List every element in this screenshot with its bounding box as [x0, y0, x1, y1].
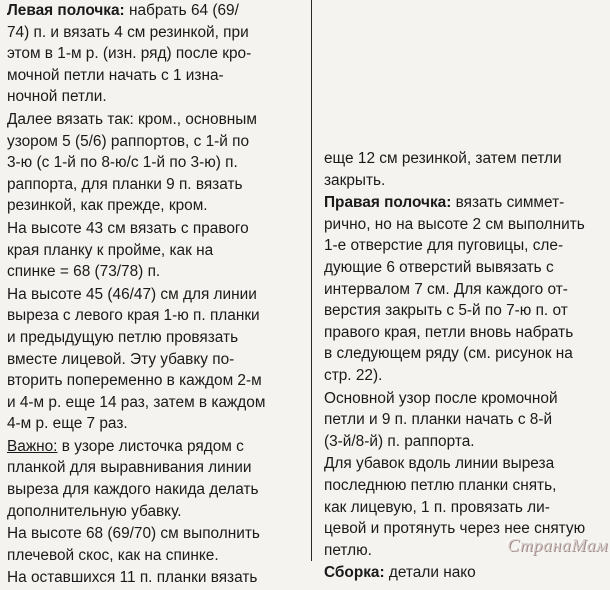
text-line: планкой для выравнивания линии — [7, 459, 252, 477]
text-line: в следующем ряду (см. рисунок на — [324, 345, 573, 363]
text-line: ночной петли. — [7, 88, 107, 106]
paragraph-main-pattern — [324, 388, 606, 453]
text-line: стр. 22). — [324, 366, 383, 384]
text-line: петлю. — [324, 541, 372, 559]
section-title: Левая полочка: — [7, 2, 125, 19]
text-line: правого края, петли вновь набрать — [324, 323, 574, 341]
text-line: На оставшихся 11 п. планки вязать — [7, 569, 258, 587]
text-line: как лицевую, 1 п. провязать ли- — [324, 498, 550, 516]
paragraph-shoulder — [7, 523, 297, 566]
paragraph-left-front — [7, 0, 297, 108]
text-line: дополнительную убавку. — [7, 502, 182, 520]
text-line — [324, 562, 606, 584]
text-line: и 4-м р. еще 14 раз, затем в каждом — [7, 393, 266, 411]
text-line: плечевой скос, как на спинке. — [7, 546, 219, 564]
text-line: 4-м р. еще 7 раз. — [7, 415, 128, 433]
text-line: выреза с левого края 1-ю п. планки — [7, 307, 260, 325]
text-line: и предыдущую петлю провязать — [7, 328, 239, 346]
text-line: 1-е отверстие для пуговицы, сле- — [324, 237, 564, 255]
text-line: рично, но на высоте 2 см выполнить — [324, 215, 585, 233]
paragraph-right-front — [324, 192, 606, 386]
text-line: Для убавок вдоль линии выреза — [324, 455, 555, 473]
text-line — [324, 192, 606, 214]
text-line: вместе лицевой. Эту убавку по- — [7, 350, 235, 368]
text-line: мочной петли начать с 1 изна- — [7, 66, 224, 84]
paragraph-height-43 — [7, 218, 297, 283]
text-line: Далее вязать так: кром., основным — [7, 110, 257, 128]
text-line: петли и 9 п. планки начать с 8-й — [324, 411, 553, 429]
left-column — [7, 0, 297, 590]
text-line: выреза для каждого накида делать — [7, 481, 259, 499]
paragraph-continue — [7, 109, 297, 217]
text-line: На высоте 68 (69/70) см выполнить — [7, 525, 260, 543]
paragraph-continued — [324, 148, 606, 191]
column-divider — [311, 0, 312, 561]
text-line: Основной узор после кромочной — [324, 389, 558, 407]
important-label: Важно: — [7, 437, 58, 455]
text-line: вторить попеременно в каждом 2-м — [7, 372, 262, 390]
text-line: дующие 6 отверстий вывязать с — [324, 258, 554, 276]
text-line: интервалом 7 см. Для каждого от- — [324, 280, 568, 298]
text-line: верстия закрыть с 5-й по 7-ю п. от — [324, 302, 568, 320]
paragraph-important — [7, 436, 297, 522]
section-title: Сборка: — [324, 564, 385, 582]
text-line — [7, 0, 297, 22]
text-line — [7, 436, 297, 458]
text-line: раппорта, для планки 9 п. вязать — [7, 175, 243, 193]
text-line: этом в 1-м р. (изн. ряд) после кро- — [7, 45, 252, 63]
text-line: (3-й/8-й) п. раппорта. — [324, 432, 475, 450]
text-line: узором 5 (5/6) раппортов, с 1-й по — [7, 132, 250, 150]
text-line: 3-ю (с 1-й по 8-ю/с 1-й по 3-ю) п. — [7, 154, 238, 172]
text-line: На высоте 43 см вязать с правого — [7, 219, 249, 237]
text-line: На высоте 45 (46/47) см для линии — [7, 285, 257, 303]
paragraph-remaining — [7, 567, 297, 589]
text-line: края планку к пройме, как на — [7, 241, 214, 259]
text-line: закрыть. — [324, 171, 386, 189]
paragraph-neckline — [7, 284, 297, 435]
text-line: 74) п. и вязать 4 см резинкой, при — [7, 23, 249, 41]
section-title: Правая полочка: — [324, 194, 452, 212]
text-line: спинке = 68 (73/78) п. — [7, 263, 161, 281]
text-run: вязать симмет- — [451, 194, 565, 212]
text-line: цевой и протянуть через нее снятую — [324, 520, 586, 538]
text-line: резинкой, как прежде, кром. — [7, 197, 208, 215]
text-line: еще 12 см резинкой, затем петли — [324, 150, 562, 167]
text-line: последнюю петлю планки снять, — [324, 476, 557, 494]
text-run: детали нако — [384, 564, 476, 582]
watermark-logo: СтранаМам — [507, 535, 608, 556]
text-run: набрать 64 (69/ — [124, 2, 239, 19]
text-run: в узоре листочка рядом с — [57, 437, 244, 455]
paragraph-assembly — [324, 562, 606, 584]
right-column — [324, 148, 606, 585]
